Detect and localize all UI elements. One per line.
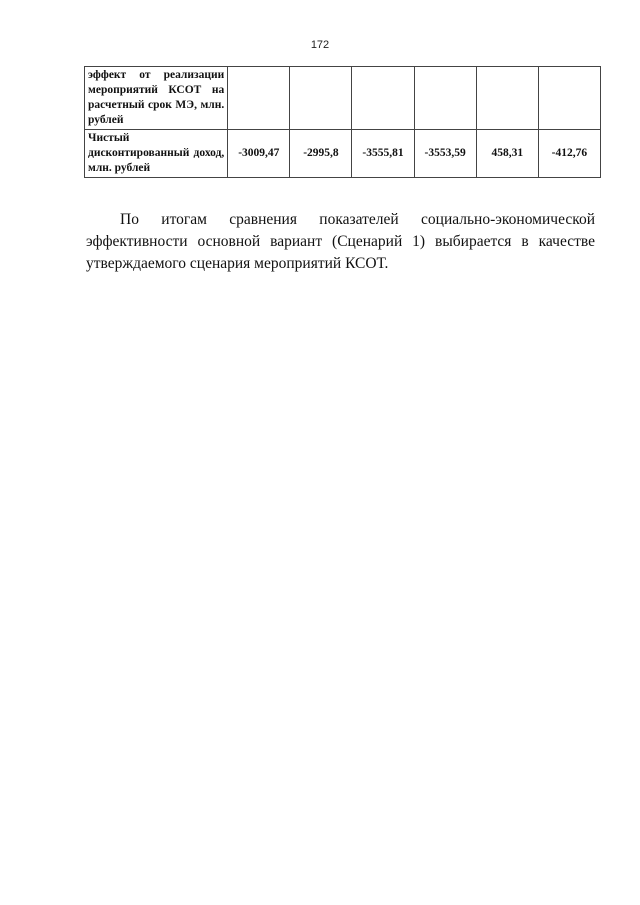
results-table xyxy=(84,66,601,178)
table-cell xyxy=(476,67,538,130)
table-cell: -3555,81 xyxy=(352,130,414,178)
table-cell xyxy=(538,67,600,130)
table-cell xyxy=(228,67,290,130)
table-row xyxy=(85,67,601,130)
table-cell: -2995,8 xyxy=(290,130,352,178)
table-cell: -3009,47 xyxy=(228,130,290,178)
row-label: эффект от реализации мероприятий КСОТ на расчетный срок МЭ, млн. рублей xyxy=(85,67,228,130)
body-paragraph: По итогам сравнения показателей социально-экономической эффективности основной вариант (Сценарий 1) выбирается в качестве утверждаемого сценария мероприятий КСОТ. xyxy=(86,211,595,272)
table-cell xyxy=(290,67,352,130)
table-cell: -3553,59 xyxy=(414,130,476,178)
table-cell: 458,31 xyxy=(476,130,538,178)
table-row xyxy=(85,130,601,178)
table-cell xyxy=(352,67,414,130)
table-cell xyxy=(414,67,476,130)
page-number: 172 xyxy=(310,39,330,51)
row-label: Чистый дисконтированный доход, млн. рублей xyxy=(85,130,228,178)
table-cell: -412,76 xyxy=(538,130,600,178)
